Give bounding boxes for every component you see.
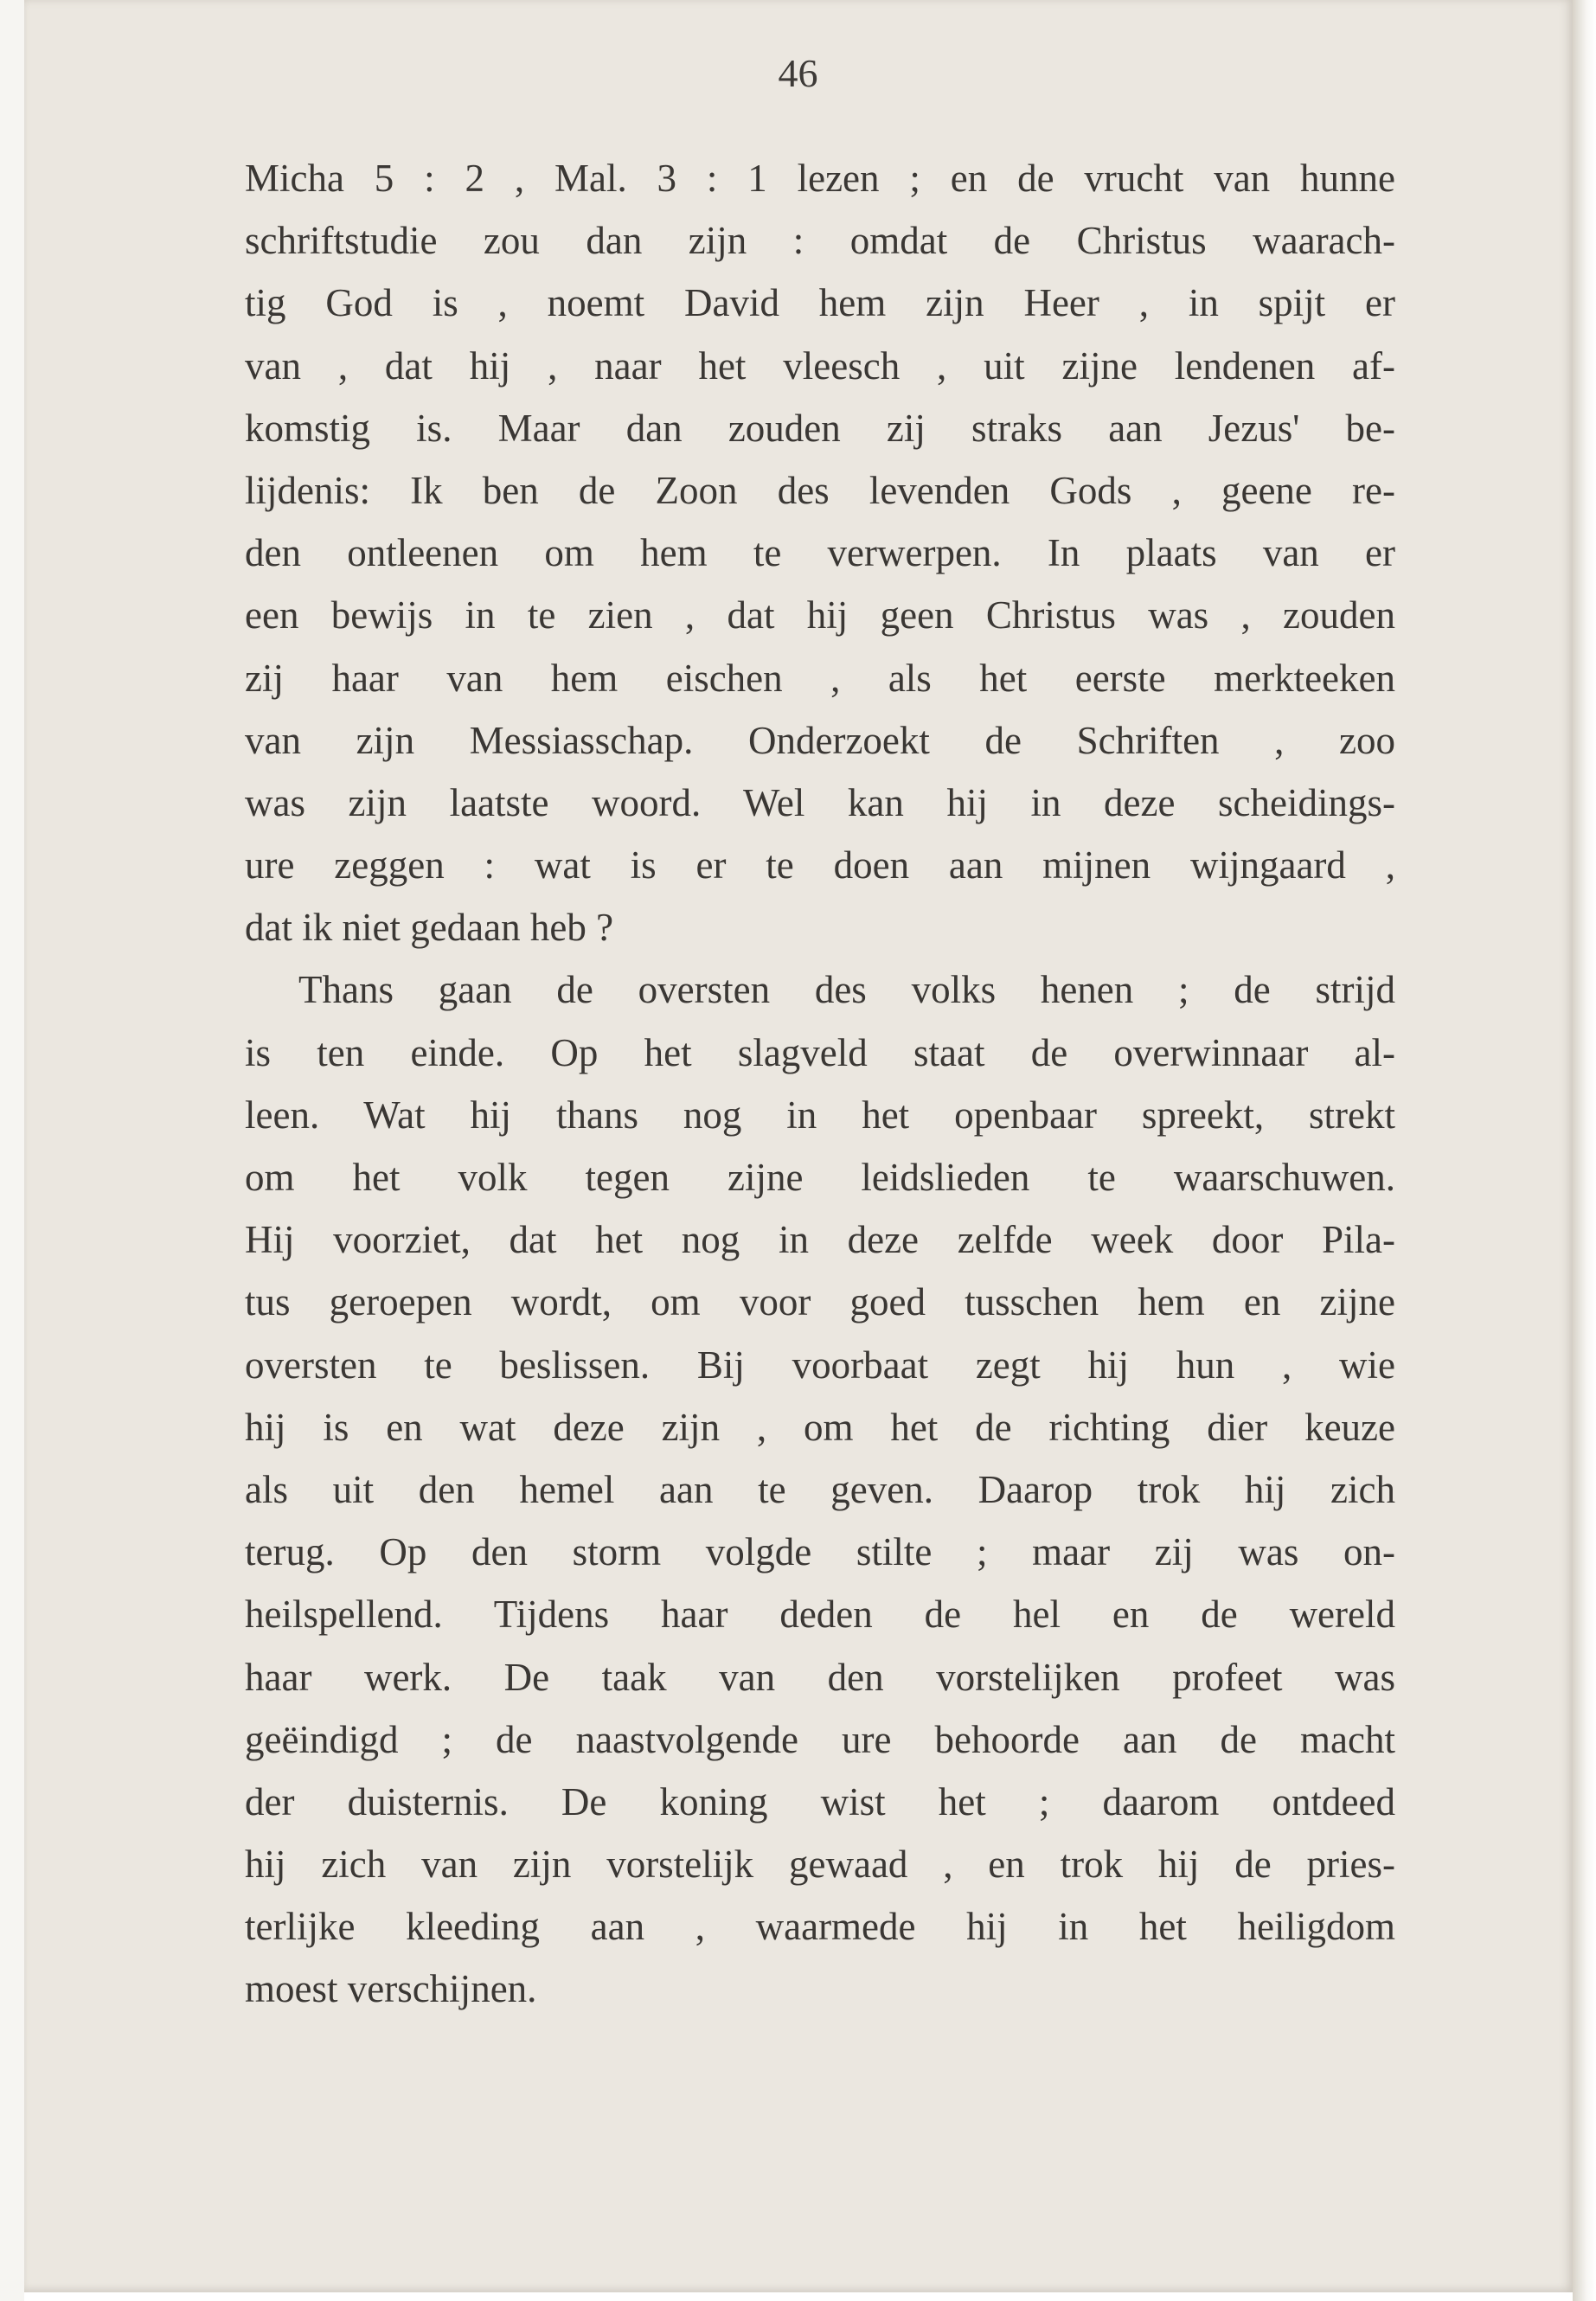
text-line: leen. Wat hij thans nog in het openbaar spreekt, strekt bbox=[245, 1093, 1395, 1137]
paragraph bbox=[245, 147, 1395, 958]
text-line: terug. Op den storm volgde stilte ; maar zij was on- bbox=[245, 1530, 1395, 1574]
text-line: om het volk tegen zijne leidslieden te waarschuwen. bbox=[245, 1156, 1395, 1199]
text-line: zij haar van hem eischen , als het eerste merkteeken bbox=[245, 656, 1395, 700]
text-line: tus geroepen wordt, om voor goed tusschen hem en zijne bbox=[245, 1280, 1395, 1324]
page-edge-right bbox=[1573, 0, 1596, 2301]
text-line: was zijn laatste woord. Wel kan hij in deze scheidings- bbox=[245, 780, 1395, 824]
text-line: hij is en wat deze zijn , om het de richting dier keuze bbox=[245, 1405, 1395, 1449]
text-line: hij zich van zijn vorstelijk gewaad , en trok hij de pries- bbox=[245, 1843, 1395, 1887]
text-line: den ontleenen om hem te verwerpen. In plaats van er bbox=[245, 531, 1395, 575]
text-line: heilspellend. Tijdens haar deden de hel en de wereld bbox=[245, 1593, 1395, 1637]
text-line: van , dat hij , naar het vleesch , uit zijne lendenen af- bbox=[245, 343, 1395, 388]
page-number: 46 bbox=[778, 51, 818, 95]
text-line: moest verschijnen. bbox=[245, 1967, 537, 2011]
text-line: van zijn Messiasschap. Onderzoekt de Schriften , zoo bbox=[245, 718, 1395, 762]
text-line: tig God is , noemt David hem zijn Heer , in spijt er bbox=[245, 281, 1395, 325]
text-line: Thans gaan de oversten des volks henen ; de strijd bbox=[298, 968, 1395, 1012]
paragraph bbox=[245, 958, 1395, 2020]
text-line: dat ik niet gedaan heb ? bbox=[245, 906, 614, 950]
text-line: haar werk. De taak van den vorstelijken profeet was bbox=[245, 1655, 1395, 1699]
text-line: geëindigd ; de naastvolgende ure behoorde aan de macht bbox=[245, 1717, 1395, 1761]
scan-margin-left bbox=[0, 0, 24, 2301]
text-line: een bewijs in te zien , dat hij geen Christus was , zouden bbox=[245, 593, 1395, 638]
text-line: der duisternis. De koning wist het ; daarom ontdeed bbox=[245, 1779, 1395, 1823]
body-text bbox=[245, 147, 1395, 2021]
text-line: komstig is. Maar dan zouden zij straks aan Jezus' be- bbox=[245, 406, 1395, 450]
text-line: schriftstudie zou dan zijn : omdat de Christus waarach- bbox=[245, 219, 1395, 263]
text-line: als uit den hemel aan te geven. Daarop trok hij zich bbox=[245, 1467, 1395, 1511]
text-line: Micha 5 : 2 , Mal. 3 : 1 lezen ; en de vrucht van hunne bbox=[245, 157, 1395, 200]
text-line: lijdenis: Ik ben de Zoon des levenden Gods , geene re- bbox=[245, 468, 1395, 512]
text-line: ure zeggen : wat is er te doen aan mijnen wijngaard , bbox=[245, 843, 1395, 888]
text-line: Hij voorziet, dat het nog in deze zelfde week door Pila- bbox=[245, 1218, 1395, 1262]
text-line: terlijke kleeding aan , waarmede hij in het heiligdom bbox=[245, 1905, 1395, 1949]
text-line: oversten te beslissen. Bij voorbaat zegt hij hun , wie bbox=[245, 1343, 1395, 1387]
text-line: is ten einde. Op het slagveld staat de overwinnaar al- bbox=[245, 1030, 1395, 1074]
